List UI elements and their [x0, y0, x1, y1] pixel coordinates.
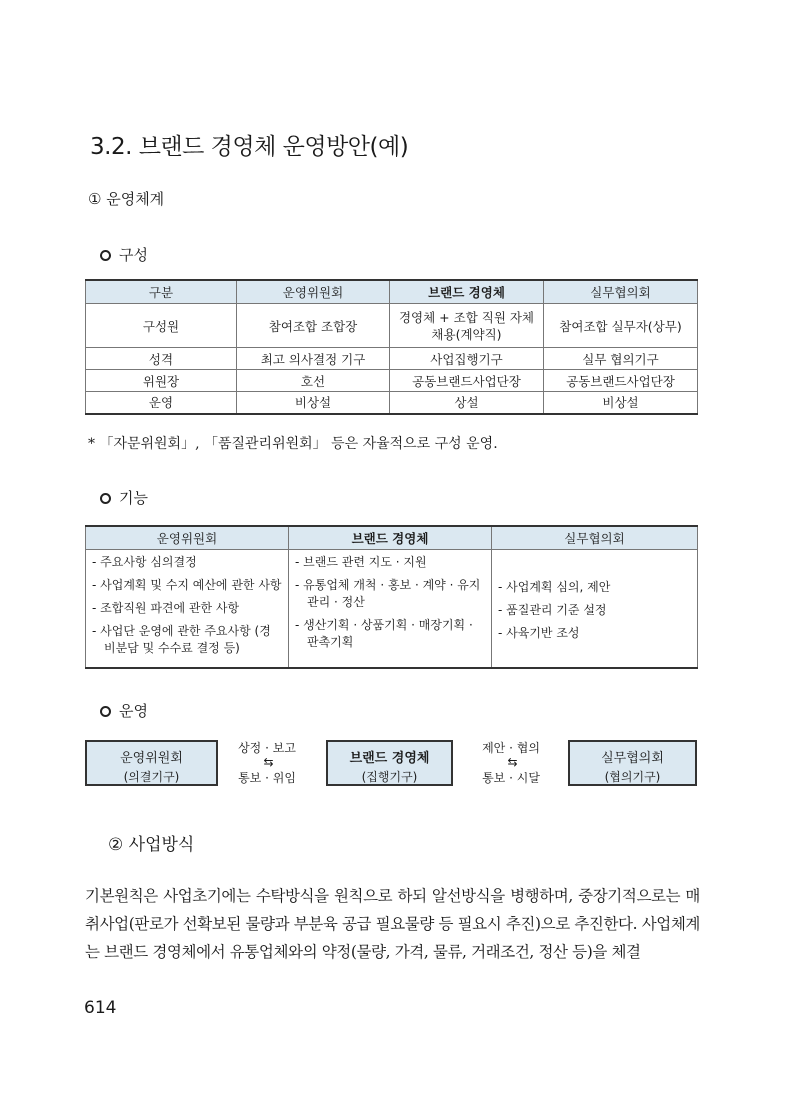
circle-bullet-icon — [100, 493, 111, 504]
page-title: 3.2. 브랜드 경영체 운영방안(예) — [90, 134, 409, 160]
composition-title-text: 구성 — [119, 246, 148, 264]
list-item: - 브랜드 관련 지도 · 지원 — [295, 555, 427, 569]
table-header: 브랜드 경영체 — [390, 280, 544, 304]
box-sub: (의결기구) — [123, 770, 180, 784]
table-row — [86, 348, 698, 370]
table-cell: 사업집행기구 — [390, 348, 544, 370]
box-name: 운영위원회 — [120, 751, 183, 766]
functions-table — [85, 525, 698, 669]
arrow-top-label: 제안 · 협의 — [482, 741, 540, 755]
box-sub: (집행기구) — [361, 770, 418, 784]
functions-title-text: 기능 — [119, 489, 148, 507]
page-number: 614 — [84, 998, 117, 1018]
section-1-title: ① 운영체계 — [88, 190, 165, 208]
table-cell: 성격 — [86, 348, 237, 370]
list-item: - 사업계획 심의, 제안 — [498, 580, 611, 594]
table-header: 실무협의회 — [544, 280, 698, 304]
bidirectional-arrow-icon: ⇆ — [263, 755, 271, 769]
circle-bullet-icon — [100, 706, 111, 717]
table-cell: 비상설 — [544, 392, 698, 414]
brand-entity-box — [326, 740, 453, 786]
functions-col-committee — [86, 550, 289, 669]
section-2-title: ② 사업방식 — [108, 835, 195, 855]
composition-title — [100, 244, 148, 265]
table-header: 브랜드 경영체 — [289, 526, 492, 550]
list-item: - 사업계획 및 수지 예산에 관한 사항 — [92, 578, 282, 592]
flow-arrow-1 — [226, 739, 308, 785]
list-item: - 사육기반 조성 — [498, 626, 580, 640]
table-cell: 구성원 — [86, 304, 237, 348]
bidirectional-arrow-icon: ⇆ — [507, 755, 515, 769]
list-item: - 유통업체 개척 · 홍보 · 계약 · 유지관리 · 정산 — [295, 578, 481, 609]
table-header: 운영위원회 — [237, 280, 390, 304]
operation-title — [100, 700, 148, 721]
committee-box — [85, 740, 218, 786]
list-item: - 사업단 운영에 관한 주요사항 (경비분담 및 수수료 결정 등) — [92, 624, 271, 655]
box-name: 실무협의회 — [601, 751, 664, 766]
table-header: 운영위원회 — [86, 526, 289, 550]
table-row — [86, 392, 698, 414]
operation-title-text: 운영 — [119, 702, 148, 720]
council-box — [568, 740, 697, 786]
table-cell: 비상설 — [237, 392, 390, 414]
arrow-bottom-label: 통보 · 시달 — [482, 771, 540, 785]
arrow-bottom-label: 통보 · 위임 — [238, 771, 296, 785]
table-header: 구분 — [86, 280, 237, 304]
list-item: - 주요사항 심의결정 — [92, 555, 197, 569]
functions-col-brand — [289, 550, 492, 669]
table-cell: 공동브랜드사업단장 — [544, 370, 698, 392]
table-row — [86, 304, 698, 348]
box-sub: (협의기구) — [604, 770, 661, 784]
table-cell: 호선 — [237, 370, 390, 392]
table-cell: 최고 의사결정 기구 — [237, 348, 390, 370]
table-row — [86, 550, 698, 669]
composition-note: * 「자문위원회」, 「품질관리위원회」 등은 자율적으로 구성 운영. — [88, 436, 498, 452]
table-cell: 참여조합 실무자(상무) — [544, 304, 698, 348]
table-cell: 운영 — [86, 392, 237, 414]
functions-title — [100, 487, 148, 508]
table-cell: 참여조합 조합장 — [237, 304, 390, 348]
list-item: - 조합직원 파견에 관한 사항 — [92, 601, 240, 615]
table-cell: 실무 협의기구 — [544, 348, 698, 370]
table-cell: 경영체 + 조합 직원 자체 채용(계약직) — [390, 304, 544, 348]
table-cell: 위원장 — [86, 370, 237, 392]
composition-table — [85, 279, 698, 415]
list-item: - 생산기획 · 상품기획 · 매장기획 · 판촉기획 — [295, 618, 473, 649]
list-item: - 품질관리 기준 설정 — [498, 603, 607, 617]
arrow-top-label: 상정 · 보고 — [238, 741, 296, 755]
box-name: 브랜드 경영체 — [349, 751, 430, 766]
table-cell: 상설 — [390, 392, 544, 414]
functions-col-council — [492, 550, 698, 669]
table-row — [86, 370, 698, 392]
table-cell: 공동브랜드사업단장 — [390, 370, 544, 392]
flow-arrow-2 — [470, 739, 552, 785]
body-paragraph: 기본원칙은 사업초기에는 수탁방식을 원칙으로 하되 알선방식을 병행하며, 중장기적으로는 매취사업(판로가 선확보된 물량과 부분육 공급 필요물량 등 필요시 추진)으로 추진한다. 사업체계는 브랜드 경영체에서 유통업체와의 약정(물량, 가격, 물류, 거래조건, 정산 등)을 체결 — [85, 887, 700, 961]
table-header: 실무협의회 — [492, 526, 698, 550]
circle-bullet-icon — [100, 250, 111, 261]
